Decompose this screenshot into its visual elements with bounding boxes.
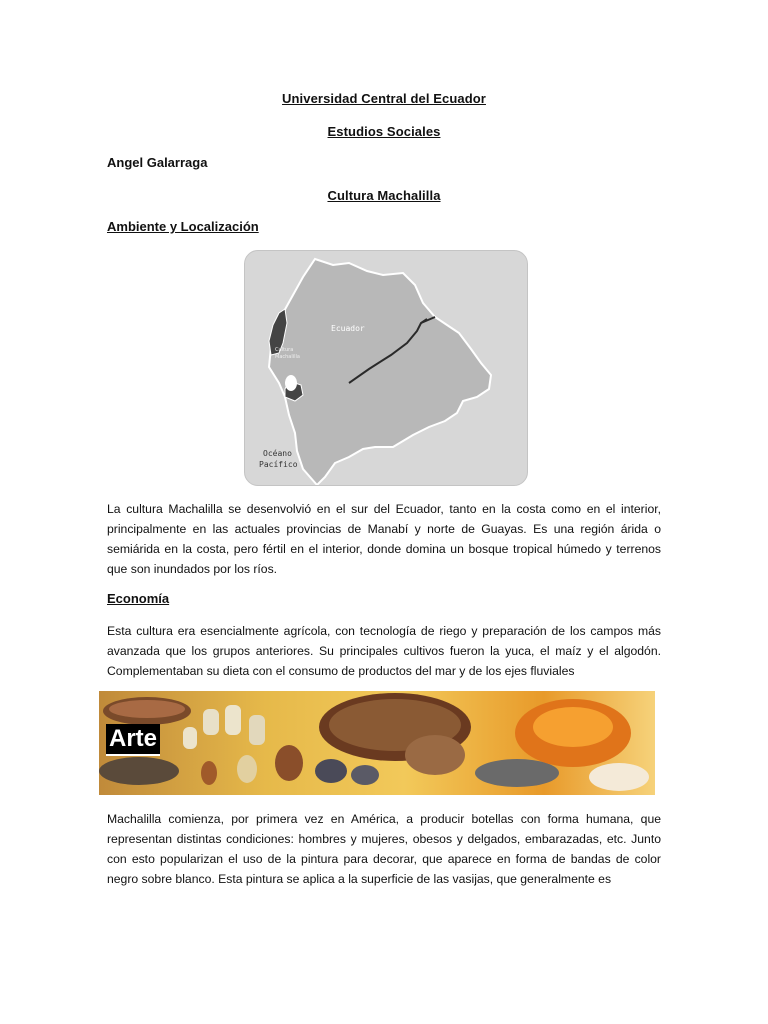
machalilla-map [244,250,528,486]
vessel-dark-2-icon [351,765,379,785]
figurine-3-icon [249,715,265,745]
ambiente-heading: Ambiente y Localización [107,219,259,234]
bowl-left-inner-icon [109,700,185,718]
banner-graphic [99,691,655,795]
ecuador-shape [269,259,491,485]
orange-pot-highlight-icon [533,707,613,747]
arte-paragraph: Machalilla comienza, por primera vez en América, a producir botellas con forma humana, que representan distintas condiciones: hombres y mujeres, obesos y delgados, embarazadas, etc. Junto con esto popularizan el uso de la pintura para decorar, que aparece en forma de bandas de color negro sobre blanco. Esta pintura se aplica a la superficie de las vasijas, que generalmente es [107,812,661,886]
economia-heading: Economía [107,591,170,606]
gulf-island [285,375,297,391]
map-culture-label-2: Machalilla [275,354,300,360]
vessel-dark-1-icon [315,759,347,783]
university-title: Universidad Central del Ecuador [282,91,486,106]
figure-brown-icon [275,745,303,781]
white-bowl-icon [589,763,649,791]
bowl-bottom-left-icon [99,757,179,785]
figure-cream-icon [237,755,257,783]
figurine-2-icon [225,705,241,735]
map-country-label: Ecuador [331,324,365,333]
figure-red-icon [201,761,217,785]
map-graphic [245,251,527,485]
subject-title: Estudios Sociales [327,124,441,139]
figurine-1-icon [203,709,219,735]
map-ocean-label-2: Pacífico [259,460,298,469]
figurine-4-icon [183,727,197,749]
topic-title: Cultura Machalilla [327,188,441,203]
arte-heading: Arte [106,724,160,756]
economia-paragraph: Esta cultura era esencialmente agrícola, con tecnología de riego y preparación de los campos más avanzada que los grupos anteriores. Su principales cultivos fueron la yuca, el maíz y el algodón. Complementaban su dieta con el consumo de productos del mar y de los ejes fluviales [107,624,661,678]
map-culture-label-1: Cultura [275,347,294,353]
pot-brown-icon [405,735,465,775]
map-ocean-label-1: Océano [263,449,292,458]
arte-banner [99,691,655,795]
author-name: Angel Galarraga [107,155,208,170]
ambiente-paragraph: La cultura Machalilla se desenvolvió en el sur del Ecuador, tanto en la costa como en el interior, principalmente en las actuales provincias de Manabí y norte de Guayas. Es una región árida o semiárida en la costa, pero fértil en el interior, donde domina un bosque tropical húmedo y terrenos que son inundados por los ríos. [107,502,661,576]
